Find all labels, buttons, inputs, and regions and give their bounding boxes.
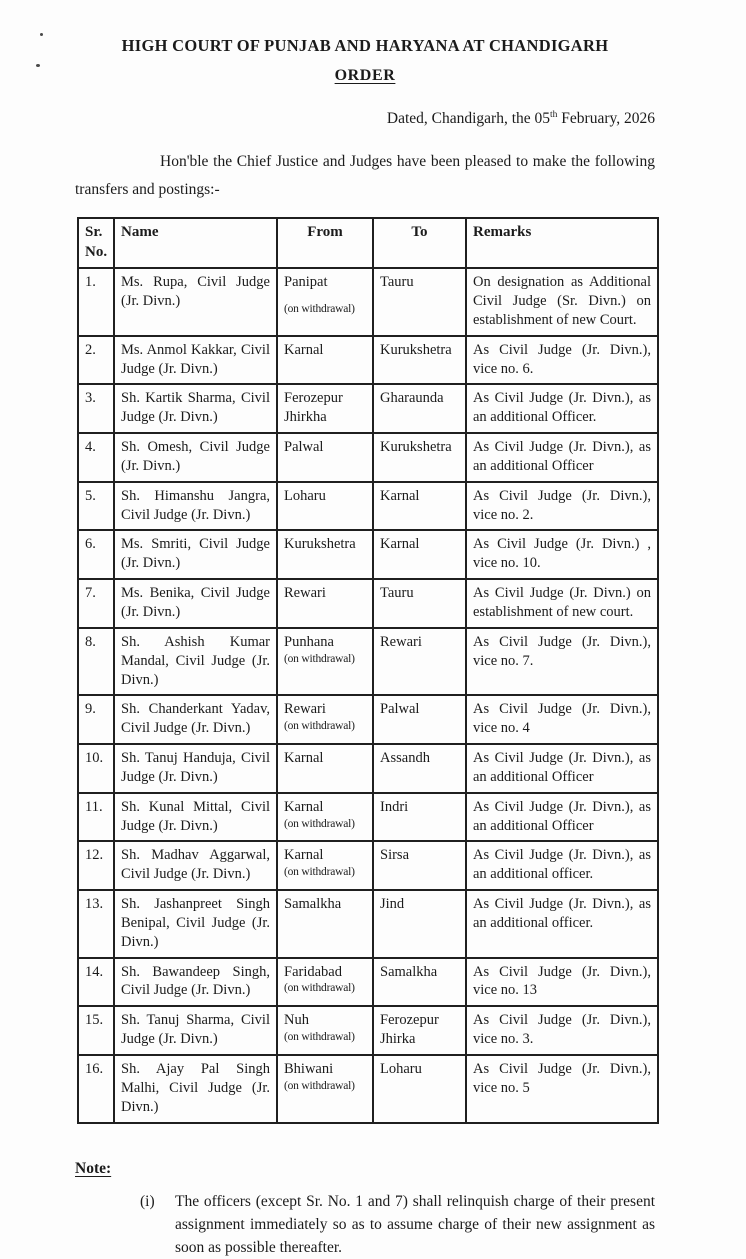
- table-row: [78, 695, 658, 744]
- from-withdrawal-note: (on withdrawal): [284, 303, 355, 315]
- scan-artifact-dot: [40, 33, 43, 36]
- cell-sr-no: 2.: [78, 336, 114, 385]
- cell-to: Palwal: [373, 695, 466, 744]
- cell-name: Ms. Rupa, Civil Judge (Jr. Divn.): [114, 268, 277, 336]
- cell-remarks: As Civil Judge (Jr. Divn.), vice no. 13: [466, 958, 658, 1007]
- cell-remarks: As Civil Judge (Jr. Divn.), vice no. 5: [466, 1055, 658, 1123]
- cell-remarks: As Civil Judge (Jr. Divn.), as an additional Officer.: [466, 384, 658, 433]
- table-row: [78, 482, 658, 531]
- cell-sr-no: 13.: [78, 890, 114, 958]
- cell-name: Sh. Tanuj Handuja, Civil Judge (Jr. Divn.): [114, 744, 277, 793]
- from-withdrawal-note: (on withdrawal): [284, 982, 355, 995]
- cell-remarks: As Civil Judge (Jr. Divn.), vice no. 4: [466, 695, 658, 744]
- table-row: [78, 530, 658, 579]
- cell-remarks: As Civil Judge (Jr. Divn.), vice no. 2.: [466, 482, 658, 531]
- page-title: HIGH COURT OF PUNJAB AND HARYANA AT CHANDIGARH: [121, 36, 609, 55]
- from-place: Loharu: [284, 487, 326, 504]
- from-place: Karnal: [284, 750, 324, 767]
- cell-name: Sh. Ajay Pal Singh Malhi, Civil Judge (Jr. Divn.): [114, 1055, 277, 1123]
- cell-from: [277, 482, 373, 531]
- order-table-body: [78, 268, 658, 1122]
- cell-from: [277, 1055, 373, 1123]
- table-header-row: [78, 218, 658, 268]
- table-row: [78, 793, 658, 842]
- note-item-text: The officers (except Sr. No. 1 and 7) shall relinquish charge of their present assignment immediately so as to assume charge of their new assignment as soon as possible thereafter.: [175, 1192, 655, 1256]
- cell-to: Karnal: [373, 482, 466, 531]
- cell-sr-no: 11.: [78, 793, 114, 842]
- cell-name: Sh. Madhav Aggarwal, Civil Judge (Jr. Divn.): [114, 841, 277, 890]
- cell-name: Sh. Kartik Sharma, Civil Judge (Jr. Divn.): [114, 384, 277, 433]
- table-row: [78, 384, 658, 433]
- cell-name: Ms. Benika, Civil Judge (Jr. Divn.): [114, 579, 277, 628]
- cell-sr-no: 8.: [78, 628, 114, 696]
- from-place: Nuh: [284, 1012, 309, 1029]
- table-row: [78, 1006, 658, 1055]
- header-to: To: [373, 218, 466, 268]
- note-heading: Note:: [75, 1159, 112, 1177]
- cell-sr-no: 7.: [78, 579, 114, 628]
- cell-to: Indri: [373, 793, 466, 842]
- header-sr-no: Sr. No.: [78, 218, 114, 268]
- cell-from: [277, 336, 373, 385]
- from-withdrawal-note: (on withdrawal): [284, 652, 355, 665]
- from-place: Palwal: [284, 439, 324, 456]
- date-suffix: February, 2026: [557, 110, 655, 128]
- table-row: [78, 433, 658, 482]
- cell-name: Sh. Himanshu Jangra, Civil Judge (Jr. Divn.): [114, 482, 277, 531]
- from-place: Samalkha: [284, 896, 342, 913]
- cell-remarks: As Civil Judge (Jr. Divn.), vice no. 6.: [466, 336, 658, 385]
- cell-name: Ms. Anmol Kakkar, Civil Judge (Jr. Divn.): [114, 336, 277, 385]
- scan-artifact-dot: [36, 64, 40, 67]
- table-header: [78, 218, 658, 268]
- cell-name: Sh. Chanderkant Yadav, Civil Judge (Jr. Divn.): [114, 695, 277, 744]
- date-prefix: Dated, Chandigarh, the 05: [386, 110, 551, 128]
- cell-name: Sh. Ashish Kumar Mandal, Civil Judge (Jr. Divn.): [114, 628, 277, 696]
- cell-remarks: As Civil Judge (Jr. Divn.), as an additional officer.: [466, 841, 658, 890]
- from-place: Punhana: [284, 633, 334, 650]
- from-place: Ferozepur Jhirkha: [284, 390, 343, 426]
- cell-name: Sh. Kunal Mittal, Civil Judge (Jr. Divn.): [114, 793, 277, 842]
- cell-name: Sh. Tanuj Sharma, Civil Judge (Jr. Divn.): [114, 1006, 277, 1055]
- cell-from: [277, 958, 373, 1007]
- cell-sr-no: 5.: [78, 482, 114, 531]
- from-place: Karnal: [284, 798, 324, 815]
- cell-name: Ms. Smriti, Civil Judge (Jr. Divn.): [114, 530, 277, 579]
- date-ordinal-superscript: th: [550, 110, 558, 120]
- cell-from: [277, 744, 373, 793]
- cell-remarks: As Civil Judge (Jr. Divn.), as an additional Officer: [466, 793, 658, 842]
- table-row: [78, 579, 658, 628]
- from-place: Rewari: [284, 701, 326, 718]
- from-withdrawal-note: (on withdrawal): [284, 817, 355, 830]
- cell-sr-no: 6.: [78, 530, 114, 579]
- cell-sr-no: 12.: [78, 841, 114, 890]
- cell-sr-no: 3.: [78, 384, 114, 433]
- from-place: Panipat: [284, 274, 328, 291]
- cell-sr-no: 1.: [78, 268, 114, 336]
- note-item-marker: (i): [140, 1192, 155, 1210]
- table-row: [78, 628, 658, 696]
- cell-sr-no: 15.: [78, 1006, 114, 1055]
- cell-to: Karnal: [373, 530, 466, 579]
- table-row: [78, 1055, 658, 1123]
- cell-name: Sh. Jashanpreet Singh Benipal, Civil Judge (Jr. Divn.): [114, 890, 277, 958]
- table-row: [78, 958, 658, 1007]
- from-withdrawal-note: (on withdrawal): [284, 1079, 355, 1092]
- cell-to: Jind: [373, 890, 466, 958]
- cell-to: Ferozepur Jhirka: [373, 1006, 466, 1055]
- cell-from: [277, 841, 373, 890]
- cell-to: Tauru: [373, 579, 466, 628]
- from-place: Karnal: [284, 847, 324, 864]
- cell-from: [277, 628, 373, 696]
- cell-from: [277, 579, 373, 628]
- cell-to: Gharaunda: [373, 384, 466, 433]
- cell-to: Assandh: [373, 744, 466, 793]
- header-remarks: Remarks: [466, 218, 658, 268]
- cell-sr-no: 9.: [78, 695, 114, 744]
- table-row: [78, 744, 658, 793]
- cell-remarks: As Civil Judge (Jr. Divn.), vice no. 7.: [466, 628, 658, 696]
- header-name: Name: [114, 218, 277, 268]
- from-place: Rewari: [284, 585, 326, 602]
- table-row: [78, 336, 658, 385]
- from-place: Bhiwani: [284, 1061, 334, 1077]
- from-withdrawal-note: (on withdrawal): [284, 1031, 355, 1044]
- cell-to: Samalkha: [373, 958, 466, 1007]
- header-from: From: [277, 218, 373, 268]
- cell-remarks: As Civil Judge (Jr. Divn.) on establishment of new court.: [466, 579, 658, 628]
- date-line: [75, 110, 655, 128]
- from-withdrawal-note: (on withdrawal): [284, 866, 355, 879]
- cell-to: Rewari: [373, 628, 466, 696]
- cell-to: Kurukshetra: [373, 336, 466, 385]
- transfers-table: [77, 217, 659, 1123]
- cell-to: Loharu: [373, 1055, 466, 1123]
- cell-sr-no: 16.: [78, 1055, 114, 1123]
- cell-remarks: As Civil Judge (Jr. Divn.), as an additional officer.: [466, 890, 658, 958]
- cell-from: [277, 268, 373, 336]
- from-place: Karnal: [284, 341, 324, 358]
- order-heading: ORDER: [334, 67, 396, 84]
- cell-remarks: As Civil Judge (Jr. Divn.), vice no. 3.: [466, 1006, 658, 1055]
- cell-name: Sh. Omesh, Civil Judge (Jr. Divn.): [114, 433, 277, 482]
- table-row: [78, 268, 658, 336]
- cell-from: [277, 695, 373, 744]
- cell-sr-no: 14.: [78, 958, 114, 1007]
- cell-to: Sirsa: [373, 841, 466, 890]
- cell-to: Tauru: [373, 268, 466, 336]
- cell-sr-no: 10.: [78, 744, 114, 793]
- cell-from: [277, 530, 373, 579]
- cell-remarks: As Civil Judge (Jr. Divn.) , vice no. 10.: [466, 530, 658, 579]
- cell-remarks: As Civil Judge (Jr. Divn.), as an additional Officer: [466, 433, 658, 482]
- cell-sr-no: 4.: [78, 433, 114, 482]
- table-row: [78, 841, 658, 890]
- from-place: Faridabad: [284, 963, 342, 980]
- from-withdrawal-note: (on withdrawal): [284, 720, 355, 733]
- cell-from: [277, 890, 373, 958]
- cell-from: [277, 384, 373, 433]
- cell-remarks: On designation as Additional Civil Judge (Sr. Divn.) on establishment of new Court.: [466, 268, 658, 336]
- cell-from: [277, 793, 373, 842]
- cell-from: [277, 433, 373, 482]
- intro-paragraph: Hon'ble the Chief Justice and Judges have been pleased to make the following transfers and postings:-: [75, 153, 655, 199]
- cell-from: [277, 1006, 373, 1055]
- from-place: Kurukshetra: [284, 536, 356, 553]
- cell-name: Sh. Bawandeep Singh, Civil Judge (Jr. Divn.): [114, 958, 277, 1007]
- cell-to: Kurukshetra: [373, 433, 466, 482]
- cell-remarks: As Civil Judge (Jr. Divn.), as an additional Officer: [466, 744, 658, 793]
- table-row: [78, 890, 658, 958]
